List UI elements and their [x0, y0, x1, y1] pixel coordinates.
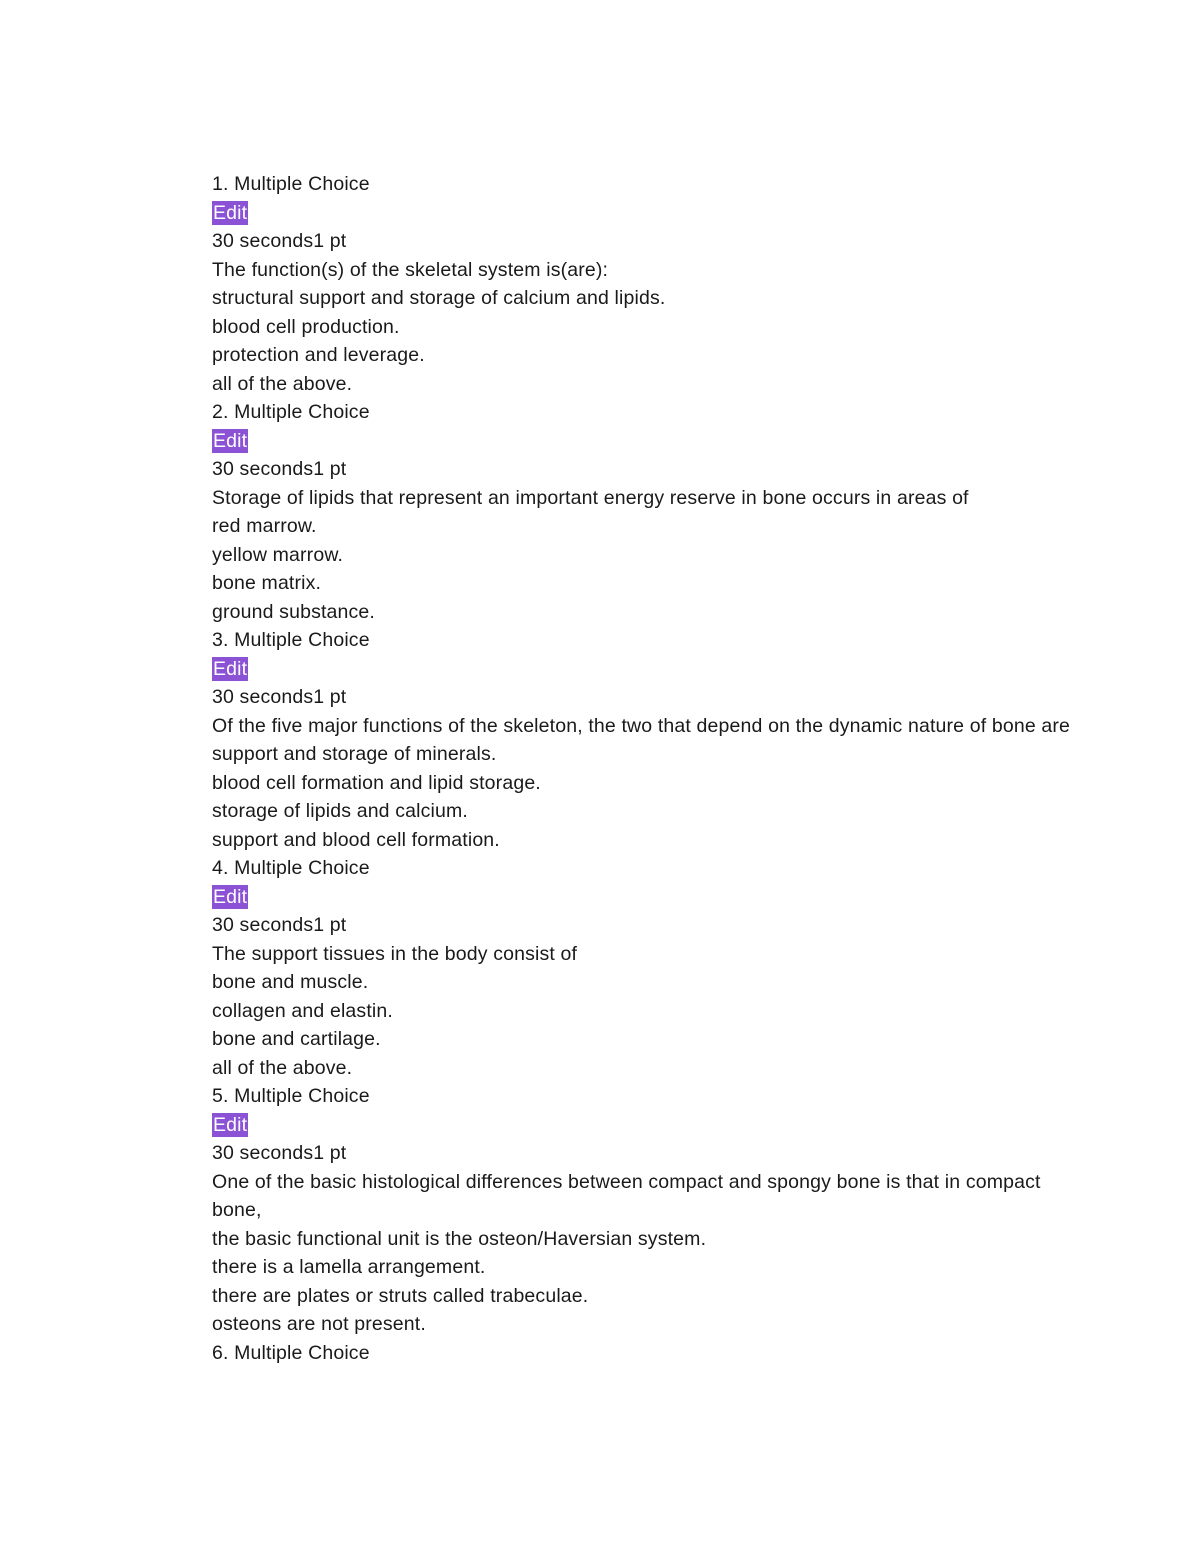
question-header: 2. Multiple Choice — [212, 401, 370, 423]
edit-row — [212, 199, 1072, 228]
question-block — [212, 170, 1072, 398]
answer-option: osteons are not present. — [212, 1313, 426, 1335]
question-meta: 30 seconds1 pt — [212, 458, 347, 480]
answer-option: ground substance. — [212, 600, 375, 623]
answer-option: support and storage of minerals. — [212, 743, 497, 765]
edit-button[interactable]: Edit — [213, 201, 248, 224]
answer-option: collagen and elastin. — [212, 999, 393, 1022]
answer-option: storage of lipids and calcium. — [212, 800, 468, 822]
edit-row — [212, 1111, 1072, 1140]
answer-option: red marrow. — [212, 515, 317, 537]
question-block — [212, 1082, 1072, 1339]
question-header: 3. Multiple Choice — [212, 629, 370, 651]
question-block — [212, 626, 1072, 854]
edit-button[interactable]: Edit — [213, 1113, 248, 1136]
question-meta: 30 seconds1 pt — [212, 686, 347, 708]
answer-option: yellow marrow. — [212, 543, 344, 566]
answer-option: support and blood cell formation. — [212, 828, 500, 851]
edit-button[interactable]: Edit — [213, 429, 248, 452]
question-header: 5. Multiple Choice — [212, 1085, 370, 1107]
answer-option: all of the above. — [212, 372, 353, 395]
question-prompt: The function(s) of the skeletal system is(are): — [212, 258, 609, 281]
answer-option: blood cell production. — [212, 315, 400, 338]
answer-option: protection and leverage. — [212, 344, 425, 366]
question-block — [212, 398, 1072, 626]
answer-option: all of the above. — [212, 1056, 353, 1079]
edit-button[interactable]: Edit — [213, 657, 248, 680]
question-meta: 30 seconds1 pt — [212, 914, 347, 936]
question-header: 4. Multiple Choice — [212, 857, 370, 879]
answer-option: structural support and storage of calcium and lipids. — [212, 287, 666, 309]
answer-option: there is a lamella arrangement. — [212, 1256, 486, 1278]
question-prompt: One of the basic histological differences between compact and spongy bone is that in compact bone, — [212, 1170, 1041, 1221]
edit-button[interactable]: Edit — [213, 885, 248, 908]
answer-option: bone and muscle. — [212, 971, 369, 993]
edit-row — [212, 883, 1072, 912]
question-meta: 30 seconds1 pt — [212, 230, 347, 252]
question-header: 1. Multiple Choice — [212, 173, 370, 195]
question-prompt: Storage of lipids that represent an important energy reserve in bone occurs in areas of — [212, 486, 969, 509]
answer-option: bone and cartilage. — [212, 1028, 381, 1050]
answer-option: there are plates or struts called trabeculae. — [212, 1284, 589, 1307]
answer-option: bone matrix. — [212, 572, 322, 594]
question-prompt: The support tissues in the body consist of — [212, 942, 578, 965]
question-header: 6. Multiple Choice — [212, 1341, 370, 1364]
question-block — [212, 854, 1072, 1082]
answer-option: the basic functional unit is the osteon/Haversian system. — [212, 1227, 707, 1250]
question-meta: 30 seconds1 pt — [212, 1142, 347, 1164]
document-page — [212, 170, 1072, 1367]
edit-row — [212, 655, 1072, 684]
edit-row — [212, 427, 1072, 456]
answer-option: blood cell formation and lipid storage. — [212, 771, 541, 794]
question-prompt: Of the five major functions of the skeleton, the two that depend on the dynamic nature of bone are — [212, 714, 1071, 737]
